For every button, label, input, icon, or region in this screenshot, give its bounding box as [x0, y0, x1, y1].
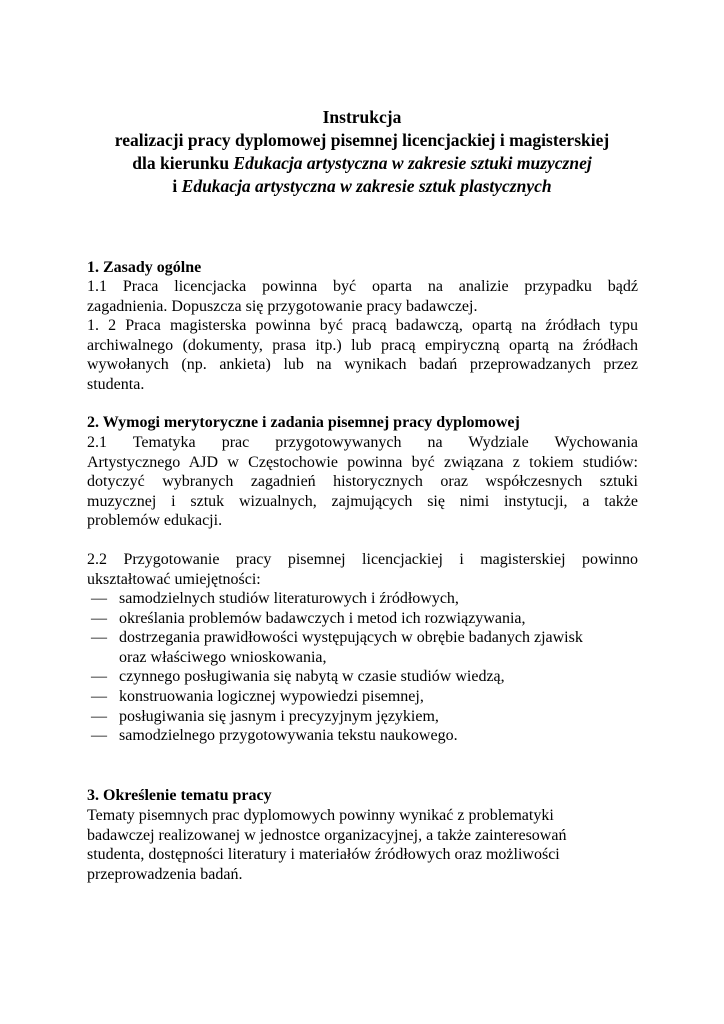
title-line-4 [60, 175, 664, 198]
dash-bullet: — [91, 590, 107, 607]
section-1-paragraph-1 [87, 277, 638, 316]
section-3-heading: 3. Określenie tematu pracy [87, 787, 272, 804]
paragraph-line: 1.1 Praca licencjacka powinna być oparta na analizie przypadku bądź [87, 278, 638, 295]
paragraph-line: ukształtować umiejętności: [87, 570, 261, 588]
list-item-text: samodzielnego przygotowywania tekstu naukowego. [119, 727, 458, 745]
section-2-heading: 2. Wymogi merytoryczne i zadania pisemnej pracy dyplomowej [87, 414, 520, 431]
paragraph-line: dotyczyć wybranych zagadnień historycznych oraz współczesnych sztuki [87, 473, 638, 491]
paragraph-line: wywołanych (np. ankieta) lub na wynikach badań przeprowadzanych przez [87, 356, 638, 374]
paragraph-line: studenta. [87, 375, 145, 393]
dash-bullet: — [91, 668, 107, 686]
section-2-paragraph-1 [87, 433, 638, 531]
paragraph-line: zagadnienia. Dopuszcza się przygotowanie pracy badawczej. [87, 297, 478, 315]
list-item-text-continued: oraz właściwego wnioskowania, [119, 648, 327, 666]
list-item [91, 628, 583, 667]
dash-bullet: — [91, 629, 107, 647]
title-line-2: realizacji pracy dyplomowej pisemnej licencjackiej i magisterskiej [114, 130, 610, 150]
section-1-heading: 1. Zasady ogólne [87, 259, 202, 276]
paragraph-line: badawczej realizowanej w jednostce organizacyjnej, a także zainteresowań [87, 826, 567, 844]
paragraph-line: studenta, dostępności literatury i materiałów źródłowych oraz możliwości [87, 846, 560, 864]
paragraph-line: muzycznej i sztuk wizualnych, zajmujących się nimi instytucji, a także [87, 492, 638, 510]
list-item [91, 707, 583, 727]
paragraph-line: Tematy pisemnych prac dyplomowych powinny wynikać z problematyki [87, 807, 554, 824]
paragraph-line: 2.1 Tematyka prac przygotowywanych na Wydziale Wychowania [87, 434, 638, 451]
paragraph-line: Artystycznego AJD w Częstochowie powinna być związana z tokiem studiów: [87, 453, 638, 471]
list-item [91, 667, 583, 687]
dash-bullet: — [91, 727, 107, 745]
paragraph-line: 2.2 Przygotowanie pracy pisemnej licencjackiej i magisterskiej powinno [87, 551, 638, 568]
list-item-text: określania problemów badawczych i metod ich rozwiązywania, [119, 609, 526, 627]
dash-bullet: — [91, 609, 107, 627]
title-line-4-prefix: i [172, 176, 182, 196]
list-item [91, 687, 583, 707]
section-3-paragraph-1 [87, 806, 638, 884]
skills-list [91, 589, 583, 746]
section-1-paragraph-2 [87, 316, 638, 394]
list-item-text: posługiwania się jasnym i precyzyjnym językiem, [119, 707, 439, 725]
list-item-text: konstruowania logicznej wypowiedzi pisemnej, [119, 687, 424, 705]
list-item [91, 589, 583, 609]
paragraph-line: 1. 2 Praca magisterska powinna być pracą badawczą, opartą na źródłach typu [87, 317, 638, 334]
title-line-3-italic: Edukacja artystyczna w zakresie sztuki muzycznej [233, 153, 592, 173]
list-item [91, 609, 583, 629]
title-line-3 [60, 152, 664, 175]
dash-bullet: — [91, 707, 107, 725]
dash-bullet: — [91, 687, 107, 705]
paragraph-line: przeprowadzenia badań. [87, 865, 243, 883]
title-line-1: Instrukcja [322, 107, 402, 127]
paragraph-line: problemów edukacji. [87, 512, 223, 530]
document-title [60, 106, 664, 198]
list-item [91, 726, 583, 746]
list-item-text: samodzielnych studiów literaturowych i źródłowych, [119, 590, 459, 607]
section-2-paragraph-2 [87, 550, 638, 589]
list-item-text: czynnego posługiwania się nabytą w czasie studiów wiedzą, [119, 668, 505, 686]
list-item-text: dostrzegania prawidłowości występujących w obrębie badanych zjawisk [119, 629, 583, 647]
paragraph-line: archiwalnego (dokumenty, prasa itp.) lub pracą empiryczną opartą na źródłach [87, 336, 638, 354]
title-line-4-italic: Edukacja artystyczna w zakresie sztuk plastycznych [181, 176, 552, 196]
title-line-3-prefix: dla kierunku [132, 153, 234, 173]
